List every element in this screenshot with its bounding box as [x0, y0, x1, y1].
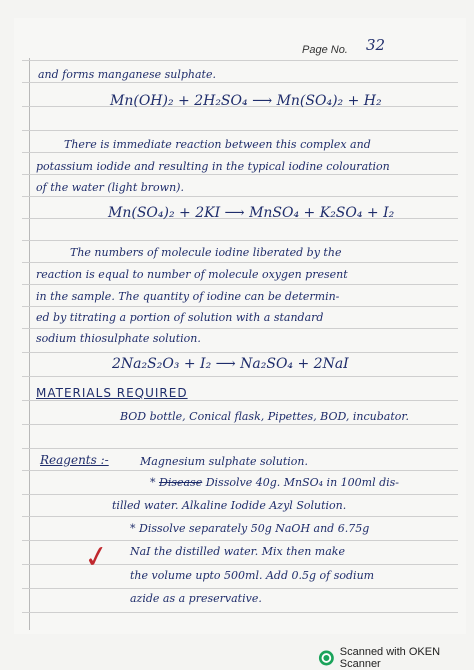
text-line: NaI the distilled water. Mix then make [130, 545, 345, 558]
page-number-value: 32 [366, 36, 386, 54]
text-line: and forms manganese sulphate. [38, 68, 216, 81]
ruled-line [22, 494, 458, 495]
text-line: the volume upto 500ml. Add 0.5g of sodium [130, 569, 375, 582]
equation-2: Mn(SO₄)₂ + 2KI ⟶ MnSO₄ + K₂SO₄ + I₂ [108, 205, 395, 221]
text-line: There is immediate reaction between this complex and [64, 138, 371, 151]
ruled-line [22, 152, 458, 153]
ruled-line [22, 352, 458, 353]
text-fragment: Dissolve separately 50g NaOH and 6.75g [139, 522, 370, 535]
ruled-line [22, 328, 458, 329]
ruled-line [22, 424, 458, 425]
text-line: potassium iodide and resulting in the typical iodine colouration [36, 160, 390, 173]
text-line: * Disease Dissolve 40g. MnSO₄ in 100ml dis- [150, 476, 400, 489]
page-number-label: Page No. [302, 44, 348, 56]
text-line: ed by titrating a portion of solution with a standard [36, 311, 324, 324]
scanner-watermark-text: Scanned with OKEN Scanner [339, 646, 441, 670]
ruled-line [22, 130, 458, 131]
text-line: reaction is equal to number of molecule oxygen present [36, 268, 348, 281]
text-line: azide as a preservative. [130, 592, 262, 605]
text-line: The numbers of molecule iodine liberated by the [70, 246, 342, 259]
margin-line [29, 58, 30, 630]
ruled-line [22, 306, 458, 307]
ruled-line [22, 612, 458, 613]
ruled-line [22, 60, 458, 61]
equation-3: 2Na₂S₂O₃ + I₂ ⟶ Na₂SO₄ + 2NaI [112, 356, 349, 372]
ruled-line [22, 470, 458, 471]
text-line: * Dissolve separately 50g NaOH and 6.75g [130, 522, 370, 535]
text-line: Magnesium sulphate solution. [140, 455, 309, 468]
ruled-line [22, 516, 458, 517]
ruled-line [22, 588, 458, 589]
reagents-label: Reagents :- [40, 453, 109, 467]
ruled-line [22, 82, 458, 83]
equation-1: Mn(OH)₂ + 2H₂SO₄ ⟶ Mn(SO₄)₂ + H₂ [110, 93, 382, 109]
ruled-line [22, 284, 458, 285]
ruled-line [22, 400, 458, 401]
text-line: BOD bottle, Conical flask, Pipettes, BOD, incubator. [120, 410, 409, 423]
struck-word: Disease [159, 476, 203, 489]
check-mark-icon: ✓ [81, 538, 112, 577]
ruled-line [22, 376, 458, 377]
section-heading: MATERIALS REQUIRED [36, 386, 188, 400]
ruled-line [22, 448, 458, 449]
ruled-line [22, 196, 458, 197]
ruled-line [22, 240, 458, 241]
text-line: sodium thiosulphate solution. [36, 332, 201, 345]
text-line: of the water (light brown). [36, 181, 184, 194]
scanner-logo-icon [318, 649, 335, 667]
text-line: in the sample. The quantity of iodine can be determin- [36, 290, 340, 303]
ruled-line [22, 174, 458, 175]
text-line: tilled water. Alkaline Iodide Azyl Solution. [112, 499, 347, 512]
text-fragment: Dissolve 40g. MnSO₄ in 100ml dis- [205, 476, 400, 489]
scanner-watermark [318, 646, 474, 670]
ruled-line [22, 262, 458, 263]
